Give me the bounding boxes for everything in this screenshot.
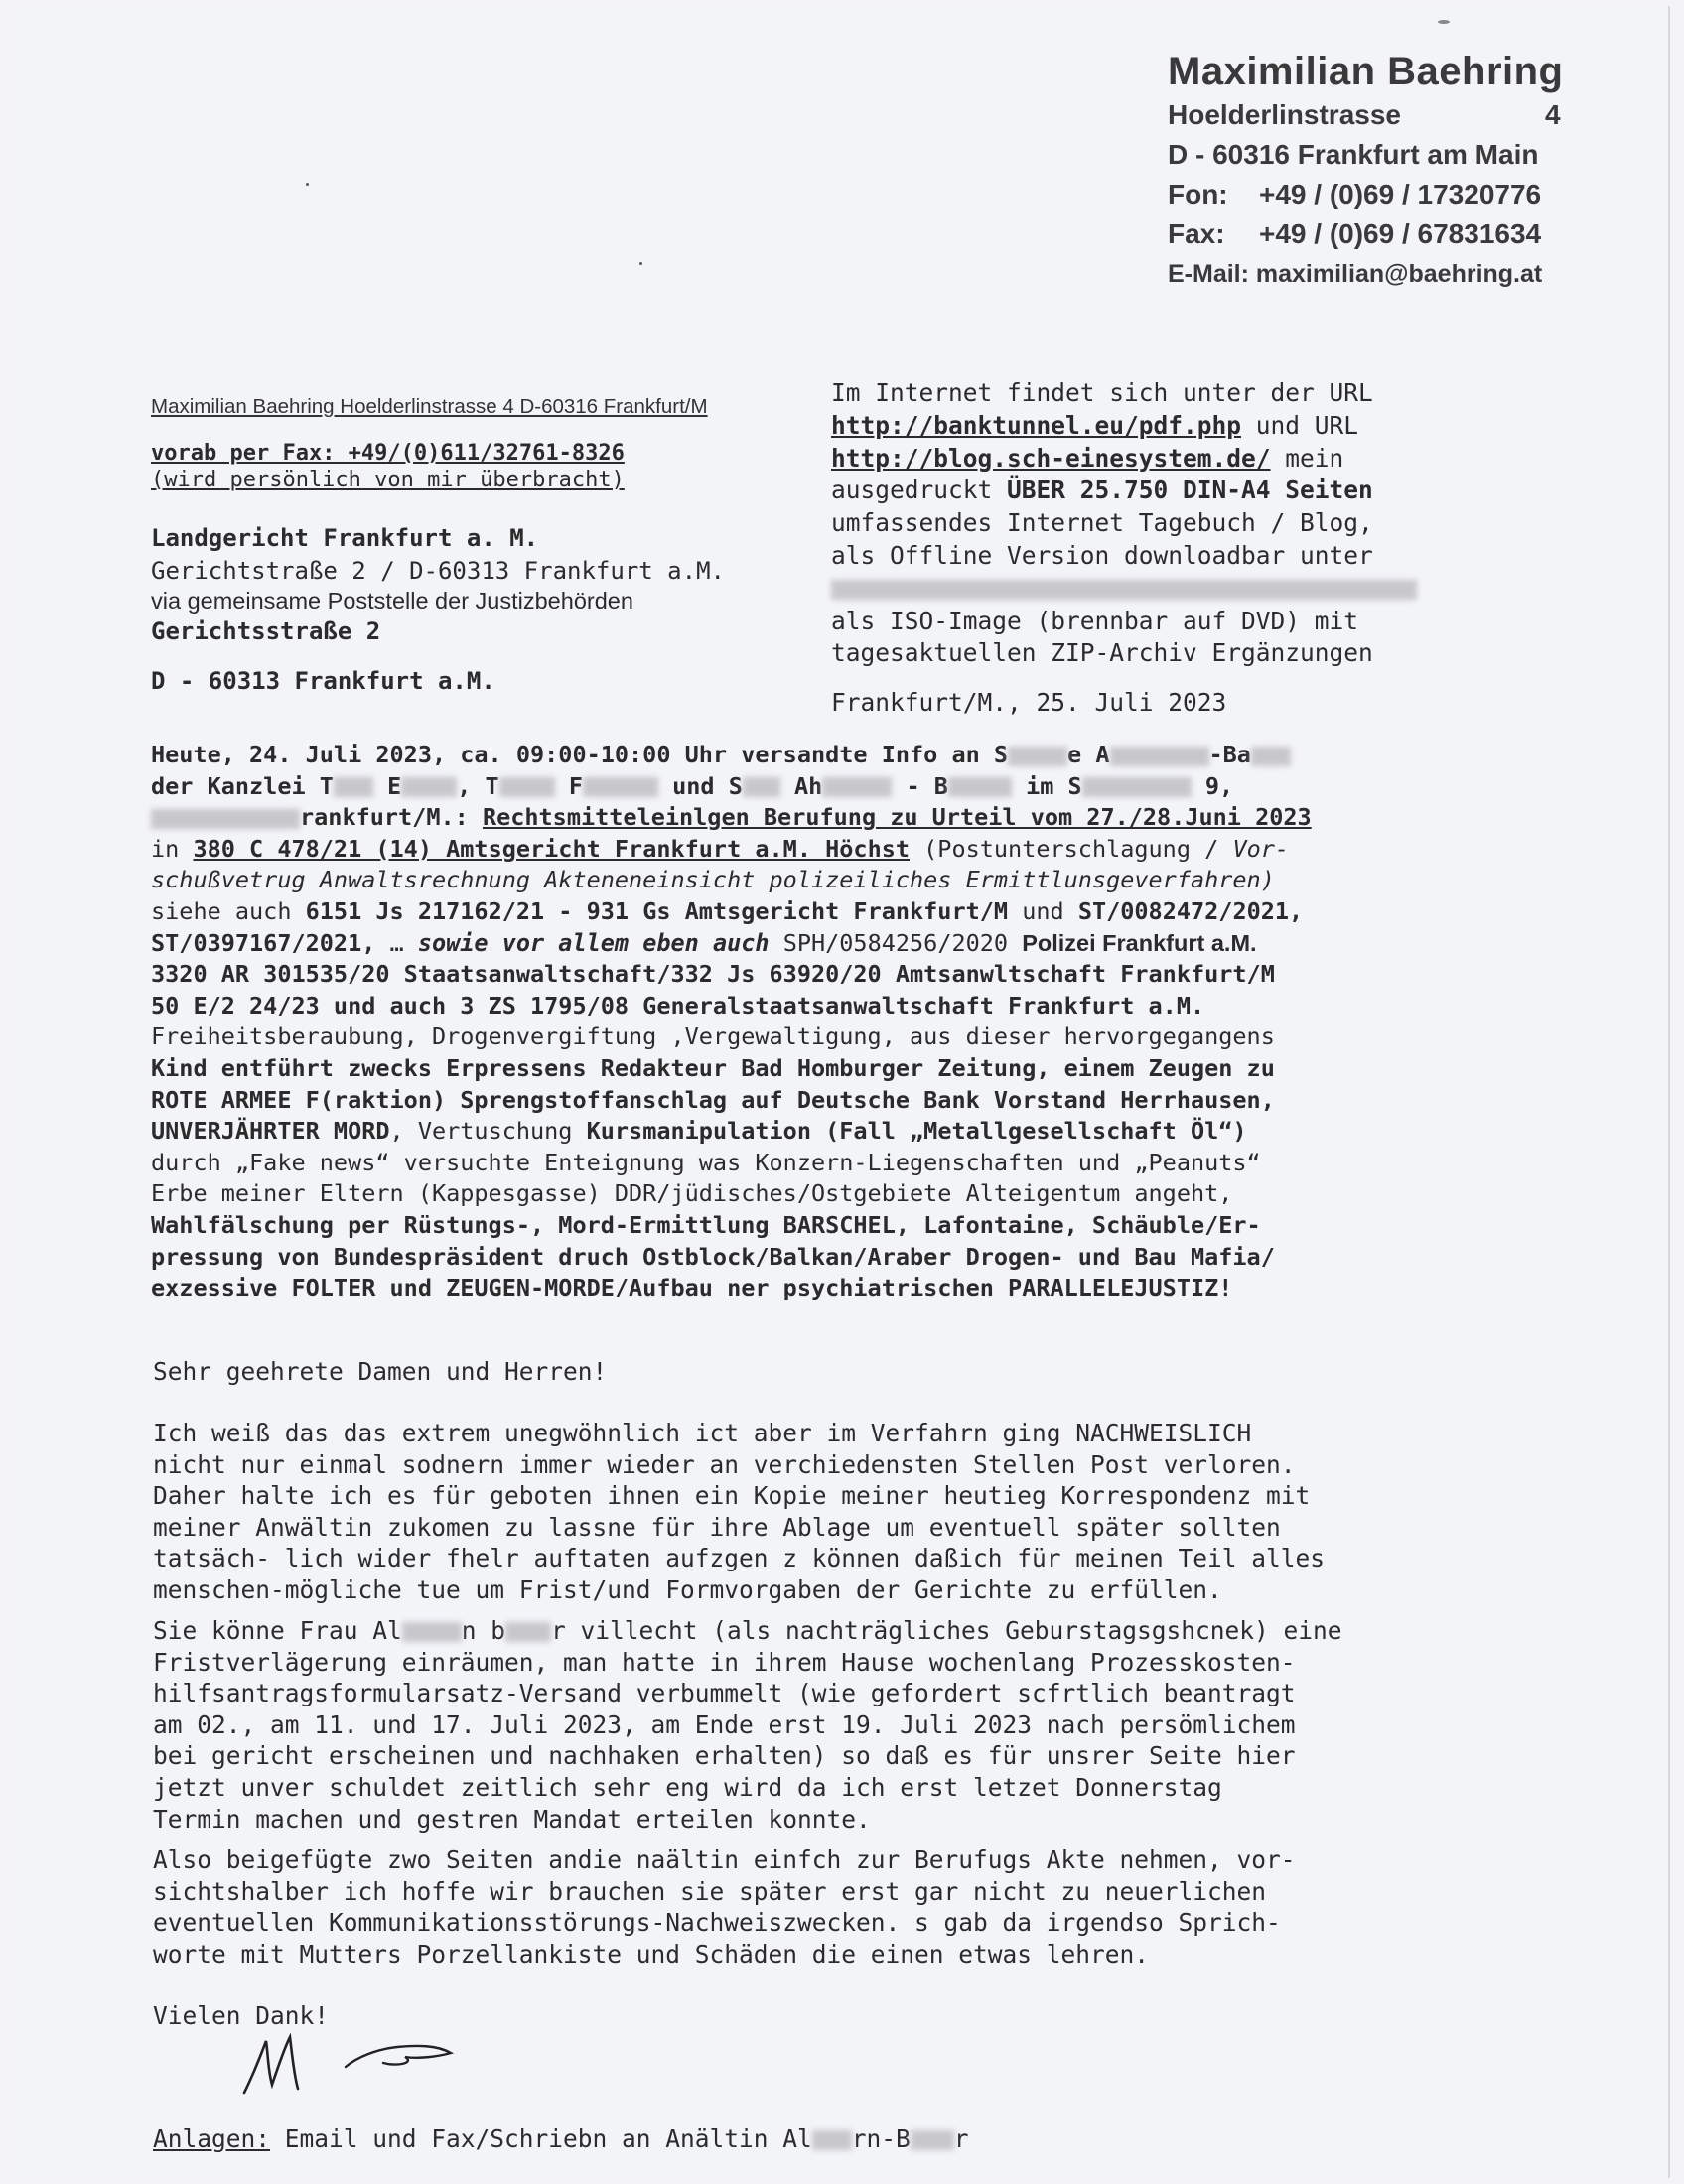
letterhead [1168,48,1563,294]
recipient-street: Gerichtstraße 2 / D-60313 Frankfurt a.M. [151,557,725,585]
attachments-line: Anlagen: Email und Fax/Schriebn an Anältin Al rn-B r [153,2124,969,2153]
letterhead-street-row [1168,95,1563,135]
subject-line: exzessive FOLTER und ZEUGEN-MORDE/Aufbau ner psychiatrischen PARALLELEJUSTIZ! [151,1274,1233,1302]
internet-info-block [831,377,1486,670]
subject-line: 50 E/2 24/23 und auch 3 ZS 1795/08 Generalstaatsanwaltschaft Frankfurt a.M. [151,991,1205,1020]
recipient-street-2: Gerichtsstraße 2 [151,617,381,645]
letterhead-street: Hoelderlinstrasse [1168,99,1401,130]
recipient-city: D - 60313 Frankfurt a.M. [151,667,495,695]
fax-subnote: (wird persönlich von mir überbracht) [151,468,625,492]
scan-speck [639,262,642,265]
subject-line: 3320 AR 301535/20 Staatsanwaltschaft/332 Js 63920/20 Amtsanwltschaft Frankfurt/M [151,960,1275,989]
sender-return-line: Maximilian Baehring Hoelderlinstrasse 4 D-60316 Frankfurt/M [151,395,708,418]
closing: Vielen Dank! [153,2001,330,2030]
letter-date: Frankfurt/M., 25. Juli 2023 [831,688,1227,717]
letterhead-fax: +49 / (0)69 / 67831634 [1259,218,1542,249]
subject-line: siehe auch 6151 Js 217162/21 - 931 Gs Amtsgericht Frankfurt/M und ST/0082472/2021, [151,896,1304,925]
info-text: und URL [1241,410,1359,440]
subject-line: Kind entführt zwecks Erpressens Redakteur Bad Homburger Zeitung, einem Zeugen zu [151,1053,1275,1082]
handwritten-signature [238,2027,467,2101]
subject-line: ROTE ARMEE F(raktion) Sprengstoffanschlag auf Deutsche Bank Vorstand Herrhausen, [151,1085,1275,1114]
scan-speck [306,183,309,186]
letterhead-name: Maximilian Baehring [1168,50,1564,93]
subject-line: schußvetrug Anwaltsrechnung Akteneneinsicht polizeiliches Ermittlunsgeverfahren) [151,866,1275,894]
info-text: ausgedruckt [831,476,1008,505]
info-line: Im Internet findet sich unter der URL [831,378,1373,407]
letterhead-fon: +49 / (0)69 / 17320776 [1259,179,1542,209]
info-line [831,443,1486,476]
greeting: Sehr geehrete Damen und Herren! [153,1357,608,1386]
letterhead-city: D - 60316 Frankfurt am Main [1168,139,1539,170]
info-line [831,475,1486,507]
subject-line: pressung von Bundespräsident druch Ostblock/Balkan/Araber Drogen- und Bau Mafia/ [151,1242,1275,1271]
redacted-url [831,573,1486,606]
info-line: tagesaktuellen ZIP-Archiv Ergänzungen [831,638,1373,668]
info-text: mein [1270,443,1344,473]
letterhead-fon-row [1168,175,1563,214]
subject-line: Freiheitsberaubung, Drogenvergiftung ,Vergewaltigung, aus dieser hervorgegangens [151,1023,1275,1051]
url-link[interactable]: http://banktunnel.eu/pdf.php [831,410,1242,440]
subject-underlined: Rechtsmitteleinlgen Berufung zu Urteil vom 27./28.Juni 2023 [482,803,1312,832]
subject-line: UNVERJÄHRTER MORD, Vertuschung Kursmanipulation (Fall „Metallgesellschaft Öl“) [151,1117,1247,1146]
letterhead-email: E-Mail: maximilian@baehring.at [1168,260,1543,288]
letterhead-fon-label: Fon: [1168,179,1228,209]
case-number: 380 C 478/21 (14) Amtsgericht Frankfurt a.M. Höchst [193,834,911,863]
subject-block [151,740,1491,1304]
fax-notice: vorab per Fax: +49/(0)611/32761-8326 [151,441,625,466]
subject-line: rankfurt/M.: Rechtsmitteleinlgen Berufung zu Urteil vom 27./28.Juni 2023 [151,802,1491,834]
info-highlight: ÜBER 25.750 DIN-A4 Seiten [1007,476,1373,505]
letterhead-fax-row [1168,214,1563,254]
paragraph-1: Ich weiß das das extrem unegwöhnlich ict aber im Verfahrn ging NACHWEISLICH nicht nur einmal sodnern immer wieder an verchiedensten Stellen Post verloren. Daher halte ich es für geboten ihnen ein Kopie meiner heutieg Korrespondenz mit meiner Anwältin zukomen zu lassne für ihre Ablage um eventuell später sollten tatsäch- lich wider fhelr auftaten aufzgen z können daßich für meinen Teil alles menschen-mögliche tue um Frist/und Formvorgaben der Gerichte zu erfüllen. [153,1419,1326,1604]
subject-line: Heute, 24. Juli 2023, ca. 09:00-10:00 Uhr versandte Info an S e A -Ba [151,740,1491,771]
info-line: als Offline Version downloadbar unter [831,540,1373,570]
recipient-via: via gemeinsame Poststelle der Justizbehörden [151,588,633,614]
scan-speck [1438,20,1450,24]
subject-line: Wahlfälschung per Rüstungs-, Mord-Ermittlung BARSCHEL, Lafontaine, Schäuble/Er- [151,1210,1261,1239]
paragraph-2: Sie könne Frau Al n b r villecht (als nachträgliches Geburstagsgshcnek) eine Fristverlägerung einräumen, man hatte in ihrem Hause wochenlang Prozesskosten- hilfsantragsformularsatz-Versand verbummelt (wie gefordert scfrtlich beantragt am 02., am 11. und 17. Juli 2023, am Ende erst 19. Juli 2023 nach persömlichem bei gericht erscheinen und nachhaken erhalten) so daß es für unsrer Seite hier jetzt unver schuldet zeitlich sehr eng wird da ich erst letzet Donnerstag Termin machen und gestren Mandat erteilen konnte. [153,1616,1342,1834]
paragraph-3: Also beigefügte zwo Seiten andie naältin einfch zur Berufugs Akte nehmen, vor- sichtshalber ich hoffe wir brauchen sie später erst gar nicht zu neuerlichen eventuellen Kommunikationsstörungs-Nachweiszwecken. s gab da irgendso Sprich- worte mit Mutters Porzellankiste und Schäden die einen etwas lehren. [153,1845,1296,1969]
subject-line: der Kanzlei T E , T F und S Ah - B im S 9, [151,771,1234,800]
info-line [831,410,1486,443]
info-line: als ISO-Image (brennbar auf DVD) mit [831,606,1359,635]
subject-line: durch „Fake news“ versuchte Enteignung was Konzern-Liegenschaften und „Peanuts“ [151,1148,1261,1176]
recipient-court: Landgericht Frankfurt a. M. [151,524,539,552]
letterhead-house-number: 4 [1545,99,1561,130]
subject-line: ST/0397167/2021, … sowie vor allem eben auch SPH/0584256/2020 Polizei Frankfurt a.M. [151,928,1257,957]
subject-line: in 380 C 478/21 (14) Amtsgericht Frankfurt a.M. Höchst (Postunterschlagung / Vor- [151,834,1290,863]
info-line: umfassendes Internet Tagebuch / Blog, [831,508,1373,538]
letterhead-fax-label: Fax: [1168,218,1225,249]
attachments-label: Anlagen: [153,2124,271,2153]
url-link[interactable]: http://blog.sch-einesystem.de/ [831,443,1271,473]
subject-line: Erbe meiner Eltern (Kappesgasse) DDR/jüdisches/Ostgebiete Alteigentum angeht, [151,1179,1233,1208]
